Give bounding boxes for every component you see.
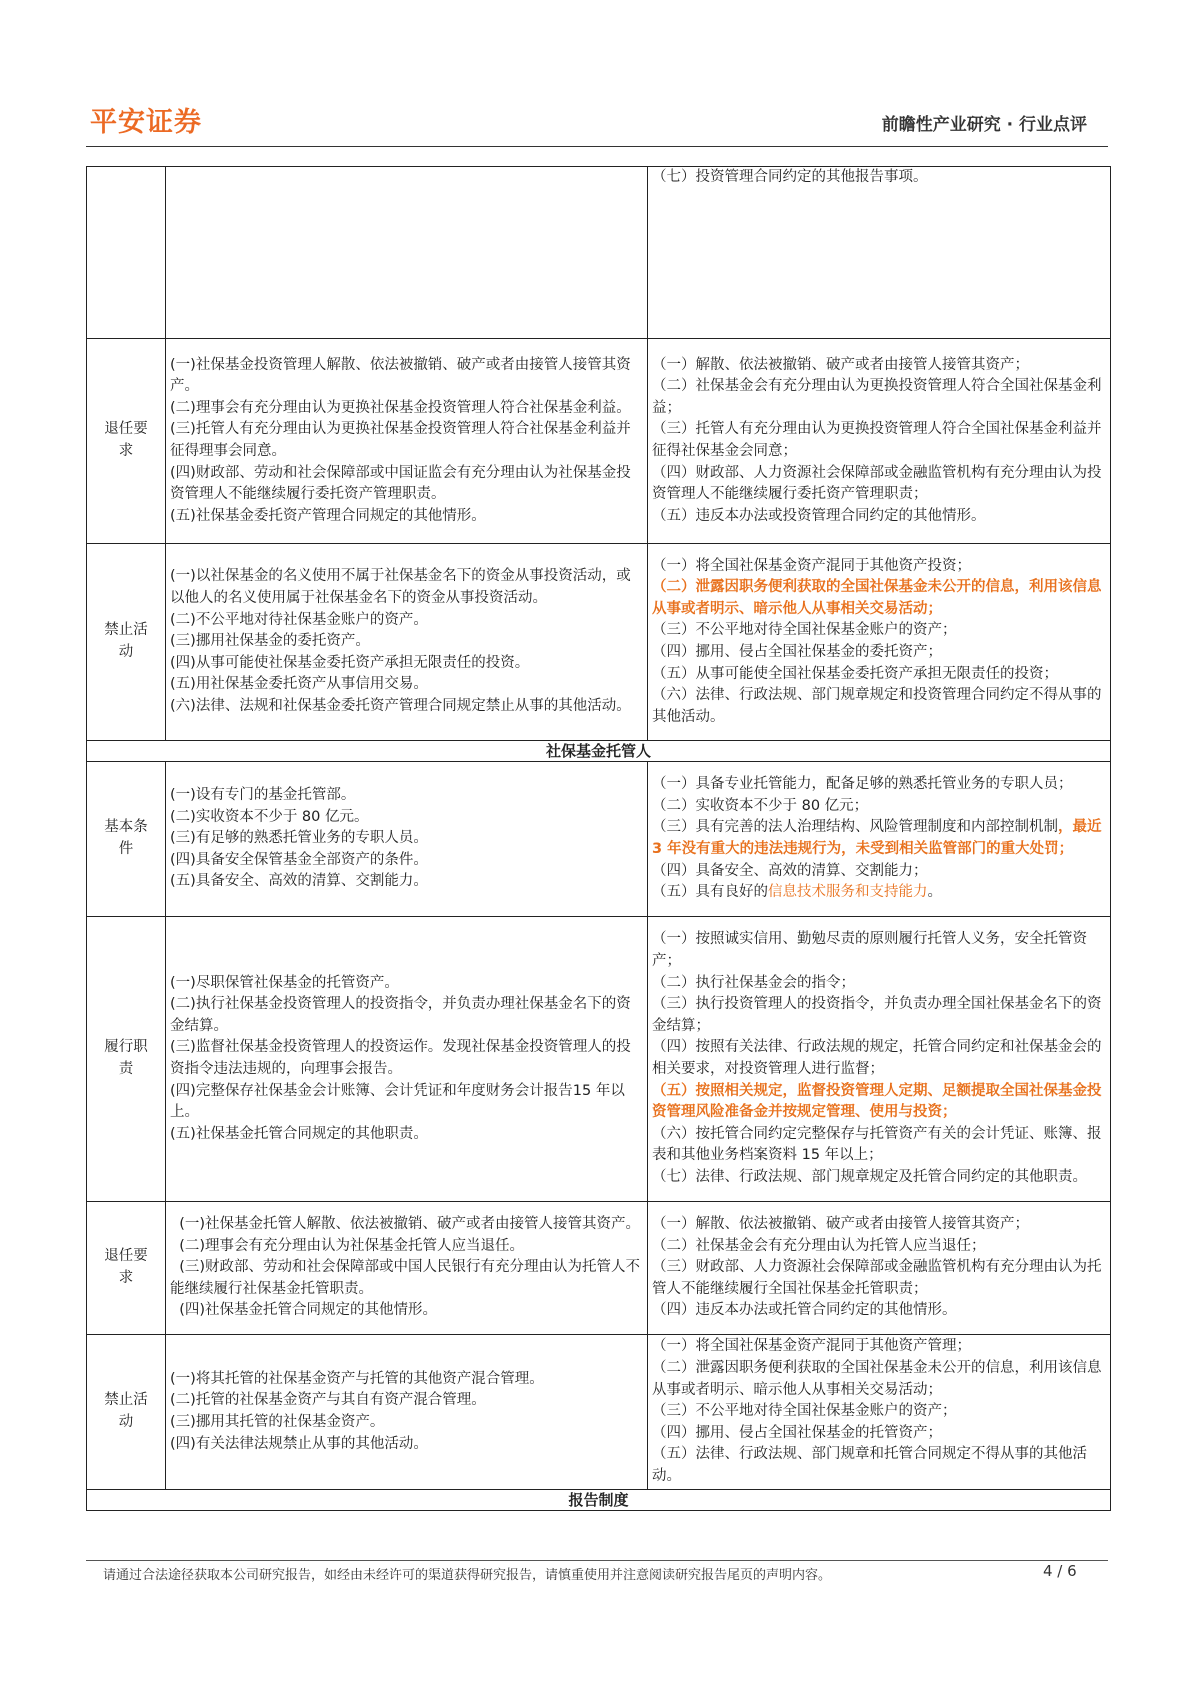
row-label: 退任要求: [87, 339, 166, 544]
list-item: (五)社保基金托管合同规定的其他职责。: [170, 1125, 428, 1142]
highlighted-text: 信息技术服务和支持能力: [768, 884, 928, 901]
list-item: (六)法律、法规和社保基金委托资产管理合同规定禁止从事的其他活动。: [170, 697, 631, 714]
row-label: 禁止活动: [87, 544, 166, 741]
list-item: (三)财政部、劳动和社会保障部或中国人民银行有充分理由认为托管人不能继续履行社保基金托管职责。: [170, 1259, 641, 1297]
list-item: （二）执行社保基金会的指令；: [652, 974, 855, 991]
list-item: （四）挪用、侵占全国社保基金的托管资产；: [652, 1424, 942, 1441]
list-item: （七）投资管理合同约定的其他报告事项。: [652, 169, 928, 185]
old-rule-cell: [166, 762, 648, 917]
list-item: (一)尽职保管社保基金的托管资产。: [170, 974, 399, 991]
list-item: （四）按照有关法律、行政法规的规定，托管合同约定和社保基金会的相关要求，对投资管理人进行监督；: [652, 1039, 1102, 1077]
list-item-text: （五）具有良好的: [652, 884, 768, 901]
list-item: (二)不公平地对待社保基金账户的资产。: [170, 611, 428, 628]
new-rule-cell: [648, 167, 1111, 339]
old-rule-cell: [166, 544, 648, 741]
list-item: (三)托管人有充分理由认为更换社保基金投资管理人符合社保基金利益并征得理事会同意。: [170, 421, 631, 459]
highlighted-list-item: （五）按照相关规定，监督投资管理人定期、足额提取全国社保基金投资管理风险准备金并按规定管理、使用与投资；: [652, 1082, 1102, 1121]
list-item: （五）法律、行政法规、部门规章和托管合同规定不得从事的其他活动。: [652, 1446, 1087, 1484]
list-item: (三)挪用社保基金的委托资产。: [170, 633, 370, 650]
list-item: (二)理事会有充分理由认为更换社保基金投资管理人符合社保基金利益。: [170, 399, 631, 416]
old-rule-cell: [166, 917, 648, 1202]
new-rule-cell: [648, 917, 1111, 1202]
list-item: （一）按照诚实信用、勤勉尽责的原则履行托管人义务，安全托管资产；: [652, 931, 1087, 970]
list-item: (一)以社保基金的名义使用不属于社保基金名下的资金从事投资活动，或以他人的名义使用属于社保基金名下的资金从事投资活动。: [170, 568, 631, 607]
list-item: （四）违反本办法或托管合同约定的其他情形。: [652, 1302, 957, 1319]
table-row: [87, 339, 1111, 544]
list-item: [652, 882, 1106, 904]
section-header: 社保基金托管人: [87, 741, 1111, 762]
list-item: (一)社保基金托管人解散、依法被撤销、破产或者由接管人接管其资产。: [170, 1216, 641, 1233]
list-item: (二)实收资本不少于 80 亿元。: [170, 808, 369, 825]
list-item: (四)社保基金托管合同规定的其他情形。: [170, 1302, 438, 1319]
list-item: （三）不公平地对待全国社保基金账户的资产；: [652, 622, 957, 639]
list-item: (四)完整保存社保基金会计账簿、会计凭证和年度财务会计报告15 年以上。: [170, 1082, 625, 1121]
list-item: (五)用社保基金委托资产从事信用交易。: [170, 676, 428, 693]
section-header-row: [87, 1490, 1111, 1511]
list-item: (一)社保基金投资管理人解散、依法被撤销、破产或者由接管人接管其资产。: [170, 356, 631, 395]
row-label: 退任要求: [87, 1202, 166, 1335]
label-cell: [87, 167, 166, 339]
list-item: （五）从事可能使全国社保基金委托资产承担无限责任的投资；: [652, 665, 1058, 682]
section-header-row: [87, 741, 1111, 762]
list-item: (一)设有专门的基金托管部。: [170, 787, 356, 804]
list-item: (五)社保基金委托资产管理合同规定的其他情形。: [170, 507, 486, 524]
table-row: [87, 1335, 1111, 1490]
new-rule-cell: [648, 1335, 1111, 1490]
list-item: （二）社保基金会有充分理由认为托管人应当退任；: [652, 1237, 986, 1254]
row-label: 禁止活动: [87, 1335, 166, 1490]
list-item: （四）挪用、侵占全国社保基金的委托资产；: [652, 644, 942, 660]
list-item: (四)有关法律法规禁止从事的其他活动。: [170, 1435, 428, 1452]
list-item: (二)理事会有充分理由认为社保基金托管人应当退任。: [170, 1237, 525, 1254]
list-item: （一）具备专业托管能力，配备足够的熟悉托管业务的专职人员；: [652, 776, 1073, 793]
list-item: (四)从事可能使社保基金委托资产承担无限责任的投资。: [170, 654, 530, 671]
old-rule-cell: [166, 167, 648, 339]
table-row: [87, 917, 1111, 1202]
list-item: （六）按托管合同约定完整保存与托管资产有关的会计凭证、账簿、报表和其他业务档案资料 15 年以上；: [652, 1125, 1102, 1164]
list-item: （三）财政部、人力资源社会保障部或金融监管机构有充分理由认为托管人不能继续履行全国社保基金托管职责；: [652, 1259, 1102, 1297]
comparison-table: [86, 166, 1111, 1511]
list-item-text: （三）具有完善的法人治理结构、风险管理制度和内部控制机制: [652, 819, 1058, 836]
new-rule-cell: [648, 1202, 1111, 1335]
highlighted-list-item: （二）泄露因职务便利获取的全国社保基金未公开的信息，利用该信息从事或者明示、暗示他人从事相关交易活动；: [652, 579, 1102, 617]
list-item: (三)有足够的熟悉托管业务的专职人员。: [170, 830, 428, 847]
list-item: (一)将其托管的社保基金资产与托管的其他资产混合管理。: [170, 1370, 544, 1387]
row-label: 履行职责: [87, 917, 166, 1202]
list-item: (五)具备安全、高效的清算、交割能力。: [170, 873, 428, 890]
table-row: [87, 762, 1111, 917]
table-row: [87, 544, 1111, 741]
table-row: [87, 1202, 1111, 1335]
list-item: (三)监督社保基金投资管理人的投资运作。发现社保基金投资管理人的投资指令违法违规的，向理事会报告。: [170, 1039, 631, 1077]
header-divider: [86, 146, 1108, 147]
list-item: （三）不公平地对待全国社保基金账户的资产；: [652, 1403, 957, 1420]
list-item: [652, 817, 1106, 860]
list-item: (二)执行社保基金投资管理人的投资指令，并负责办理社保基金名下的资金结算。: [170, 996, 631, 1034]
list-item: (三)挪用其托管的社保基金资产。: [170, 1414, 385, 1430]
list-item: （六）法律、行政法规、部门规章规定和投资管理合同约定不得从事的其他活动。: [652, 687, 1102, 725]
list-item: （三）托管人有充分理由认为更换投资管理人符合全国社保基金利益并征得社保基金会同意；: [652, 421, 1102, 459]
new-rule-cell: [648, 762, 1111, 917]
list-item: (四)财政部、劳动和社会保障部或中国证监会有充分理由认为社保基金投资管理人不能继续履行委托资产管理职责。: [170, 464, 631, 503]
table-row: [87, 167, 1111, 339]
list-item: （二）社保基金会有充分理由认为更换投资管理人符合全国社保基金利益；: [652, 378, 1102, 416]
old-rule-cell: [166, 1202, 648, 1335]
list-item: (四)具备安全保管基金全部资产的条件。: [170, 851, 428, 868]
new-rule-cell: [648, 339, 1111, 544]
row-label: 基本条件: [87, 762, 166, 917]
old-rule-cell: [166, 1335, 648, 1490]
list-item: （四）财政部、人力资源社会保障部或金融监管机构有充分理由认为投资管理人不能继续履行委托资产管理职责；: [652, 464, 1102, 503]
old-rule-cell: [166, 339, 648, 544]
list-item: （一）解散、依法被撤销、破产或者由接管人接管其资产；: [652, 1216, 1029, 1233]
list-item: （五）违反本办法或投资管理合同约定的其他情形。: [652, 507, 986, 524]
list-item: （四）具备安全、高效的清算、交割能力；: [652, 862, 928, 879]
header-title: 前瞻性产业研究 · 行业点评: [881, 115, 1087, 135]
list-item: (二)托管的社保基金资产与其自有资产混合管理。: [170, 1392, 486, 1409]
list-item: （三）执行投资管理人的投资指令，并负责办理全国社保基金名下的资金结算；: [652, 996, 1102, 1034]
new-rule-cell: [648, 544, 1111, 741]
list-item-text: 。: [927, 884, 942, 901]
brand-logo: 平安证券: [90, 107, 202, 138]
page-number: 4 / 6: [1043, 1562, 1077, 1580]
highlighted-text: ，最近 3 年没有重大的违法违规行为，未受到相关监管部门的重大处罚；: [652, 819, 1107, 857]
list-item: （二）泄露因职务便利获取的全国社保基金未公开的信息，利用该信息从事或者明示、暗示他人从事相关交易活动；: [652, 1360, 1102, 1398]
footer-divider: [86, 1560, 1108, 1561]
list-item: （一）将全国社保基金资产混同于其他资产管理；: [652, 1338, 971, 1355]
list-item: （一）解散、依法被撤销、破产或者由接管人接管其资产；: [652, 356, 1029, 373]
list-item: （一）将全国社保基金资产混同于其他资产投资；: [652, 557, 971, 574]
list-item: （七）法律、行政法规、部门规章规定及托管合同约定的其他职责。: [652, 1168, 1087, 1185]
footer-disclaimer: 请通过合法途径获取本公司研究报告，如经由未经许可的渠道获得研究报告，请慎重使用并注意阅读研究报告尾页的声明内容。: [103, 1568, 832, 1583]
list-item: （二）实收资本不少于 80 亿元；: [652, 797, 869, 814]
section-header: 报告制度: [87, 1490, 1111, 1511]
